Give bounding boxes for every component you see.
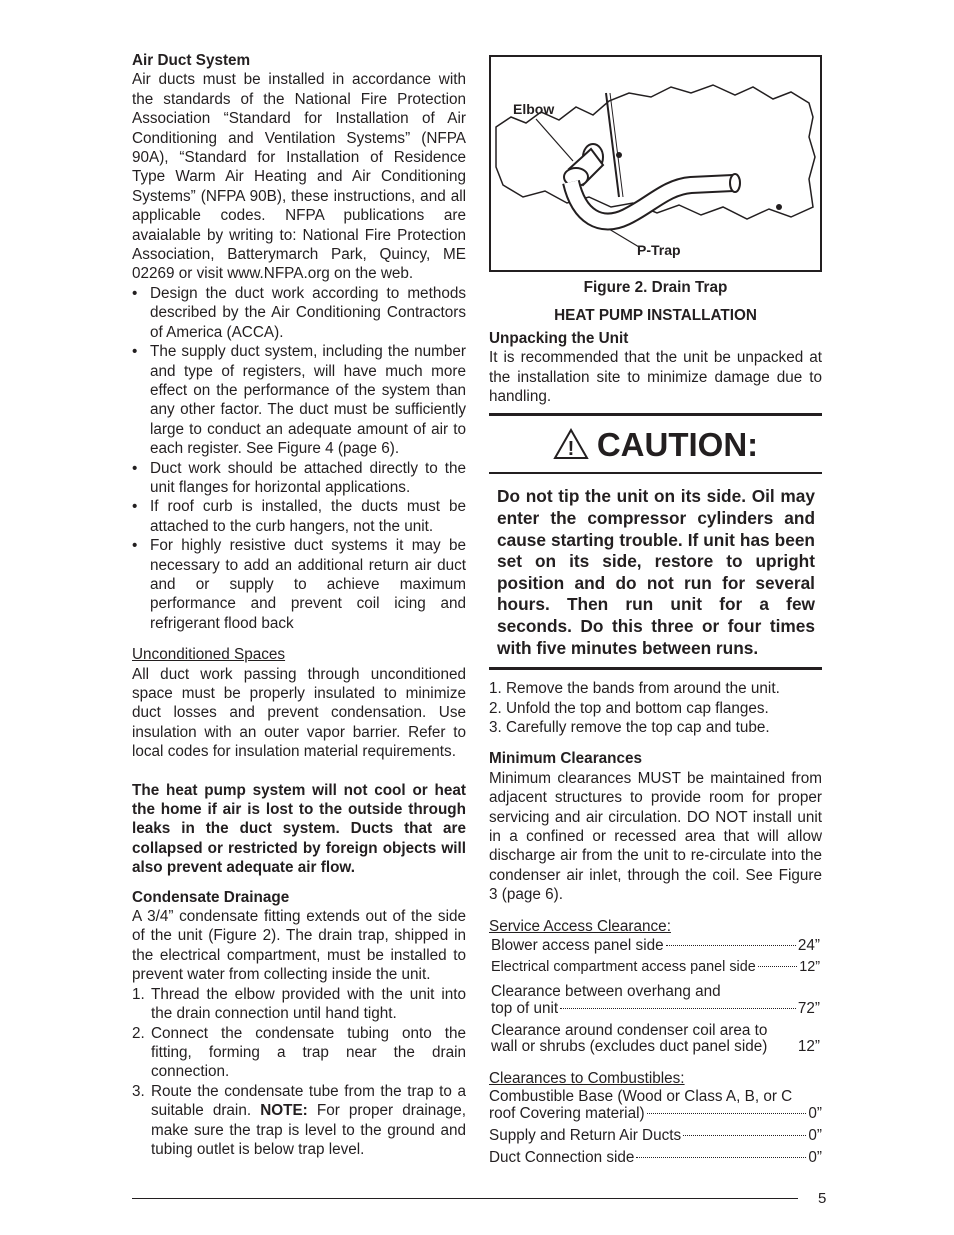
air-duct-bullet-list [132,284,466,633]
clearance-value: 0” [808,1149,822,1167]
clearance-value: 0” [808,1105,822,1123]
bullet-item: • For highly resistive duct systems it may be necessary to add an additional return air duct and or supply to achieve maximum performance and prevent coil icing and refrigerant flood back [132,536,466,633]
clearance-label-line: Clearance between overhang and [491,982,721,1000]
caution-body: Do not tip the unit on its side. Oil may enter the compressor cylinders and cause starting trouble. If unit has been set on its side, restore to upright position and do not run for several hours. Then run unit for a few seconds. Do this three or four times with five minutes between runs. [489,474,822,670]
caution-box [489,413,822,670]
drain-trap-figure [489,55,822,272]
bullet-item: • Design the duct work according to methods described by the Air Conditioning Contractors of America (ACCA). [132,284,466,342]
clearance-label: Supply and Return Air Ducts [489,1127,682,1145]
dot-leader [636,1157,806,1158]
combustibles-list [489,1088,822,1169]
step-text-note: For proper drainage, make sure the trap is level to the ground and tubing outlet is below trap level. [151,1102,467,1158]
footer-rule [132,1198,798,1199]
clearance-row [491,958,820,977]
dot-leader [683,1135,806,1136]
clearance-row [489,1105,822,1122]
bullet-item: • The supply duct system, including the number and type of registers, will have much more effect on the performance of the system than any other factor. The duct must be sufficiently large to conduct an adequate amount of air to each register. See Figure 4 (page 6). [132,342,466,458]
step-item [132,1024,466,1082]
tube-outlet [730,174,740,192]
screw-icon [776,204,782,210]
clearance-row [491,936,820,955]
left-column [132,51,466,1159]
clearances-heading: Minimum Clearances [489,750,643,768]
unpack-step: 1. Remove the bands from around the unit. [489,680,780,698]
screw-icon [616,152,622,158]
dot-leader [560,1008,796,1009]
page-number: 5 [818,1190,827,1207]
elbow-label: Elbow [513,101,555,117]
condensate-steps [132,985,466,1160]
condensate-heading: Condensate Drainage [132,888,290,906]
air-loss-warning: The heat pump system will not cool or heat the home if air is lost to the outside through leaks in the duct system. Ducts that are collapsed or restricted by foreign objects will also prevent adequate air flow. [132,781,466,877]
clearance-label: Electrical compartment access panel side [491,959,756,976]
step-text: Connect the condensate tubing onto the fitting, forming a trap near the drain connection. [151,1024,466,1081]
step-item [132,1082,466,1160]
unpacking-heading: Unpacking the Unit [489,329,629,347]
dot-leader [666,945,796,946]
unpack-step: 3. Carefully remove the top cap and tube. [489,719,770,736]
step-text: Thread the elbow provided with the unit into the drain connection until hand tight. [151,985,466,1023]
clearance-label-line: Combustible Base (Wood or Class A, B, or C [489,1088,793,1106]
unpacking-steps [489,679,822,737]
clearance-row [489,1125,822,1147]
air-duct-paragraph: Air ducts must be installed in accordance with the standards of the National Fire Protection Association “Standard for Installation of Air Conditioning and Ventilation Systems” (NFPA 90A), “Standard for Installation of Residence Type Warm Air Heating and Air Conditioning Systems” (NFPA 90B), these instructions, and all applicable codes. NFPA publications are avaialable by writing to: National Fire Protection Association, Batterymarch Park, Quincy, ME 02269 or visit www.NFPA.org on the web. [132,71,466,283]
clearance-label: wall or shrubs (excludes duct panel side) [491,1037,768,1055]
clearance-label-line: Clearance around condenser coil area to [491,1021,768,1039]
clearance-row-multiline [491,983,820,1017]
condensate-paragraph: A 3/4” condensate fitting extends out of the side of the unit (Figure 2). The drain trap, shipped in the electrical compartment, must be installed to prevent water from collecting inside the unit. [132,908,466,984]
note-label: NOTE: [260,1102,308,1120]
caution-title: CAUTION: [596,425,759,463]
clearance-label: top of unit [491,999,559,1017]
clearance-label: Blower access panel side [491,937,664,955]
clearance-value: 12” [799,959,820,976]
clearance-row [491,1000,820,1017]
warning-triangle-icon [553,428,589,460]
clearance-label: roof Covering material) [489,1105,645,1123]
clearance-value: 12” [797,1037,820,1055]
air-duct-heading: Air Duct System [132,52,251,69]
clearance-value: 24” [797,937,820,955]
bullet-item: • Duct work should be attached directly to the unit flanges for horizontal applications. [132,459,466,498]
step-item [132,985,466,1024]
step-text: Route the condensate tube from the trap to a suitable drain. [151,1082,466,1120]
figure-caption: Figure 2. Drain Trap [583,279,728,296]
ptrap-label: P-Trap [637,242,681,258]
drain-trap-illustration [491,57,820,270]
unconditioned-heading: Unconditioned Spaces [132,646,286,664]
unpacking-paragraph: It is recommended that the unit be unpacked at the installation site to minimize damage due to handling. [489,349,822,406]
clearance-value: 0” [808,1127,822,1145]
clearance-row-multiline [489,1088,822,1122]
warning-symbol: ! [567,438,575,461]
clearance-row-multiline [491,1023,820,1055]
clearances-paragraph: Minimum clearances MUST be maintained from adjacent structures to provide room for proper servicing and air circulation. DO NOT install unit in a confined or recessed area that will allow discharge air from the unit to re-circulate into the condenser air inlet, through the coil. See Figure 3 (page 6). [489,769,822,904]
unconditioned-paragraph: All duct work passing through unconditioned space must be properly insulated to minimize duct losses and prevent condensation. Use insulation with an outer vapor barrier. Refer to local codes for insulation material requirements. [132,665,466,761]
right-column [489,51,822,1169]
step-number: 2. [132,1024,145,1042]
clearance-value: 72” [797,999,820,1017]
section-title: HEAT PUMP INSTALLATION [554,307,757,325]
service-access-heading: Service Access Clearance: [489,917,671,935]
clearance-row [489,1147,822,1169]
unpack-step: 2. Unfold the top and bottom cap flanges. [489,699,769,717]
service-access-list [489,936,822,1055]
clearance-label: Duct Connection side [489,1149,635,1167]
dot-leader [647,1113,807,1114]
step-number: 3. [132,1082,145,1100]
caution-header [489,416,822,474]
clearance-row [491,1039,820,1055]
dot-leader [758,966,797,967]
ptrap-leader-line [609,229,639,247]
combustibles-heading: Clearances to Combustibles: [489,1069,685,1087]
bullet-item: • If roof curb is installed, the ducts must be attached to the curb hangers, not the unit. [132,497,466,536]
step-number: 1. [132,985,145,1003]
